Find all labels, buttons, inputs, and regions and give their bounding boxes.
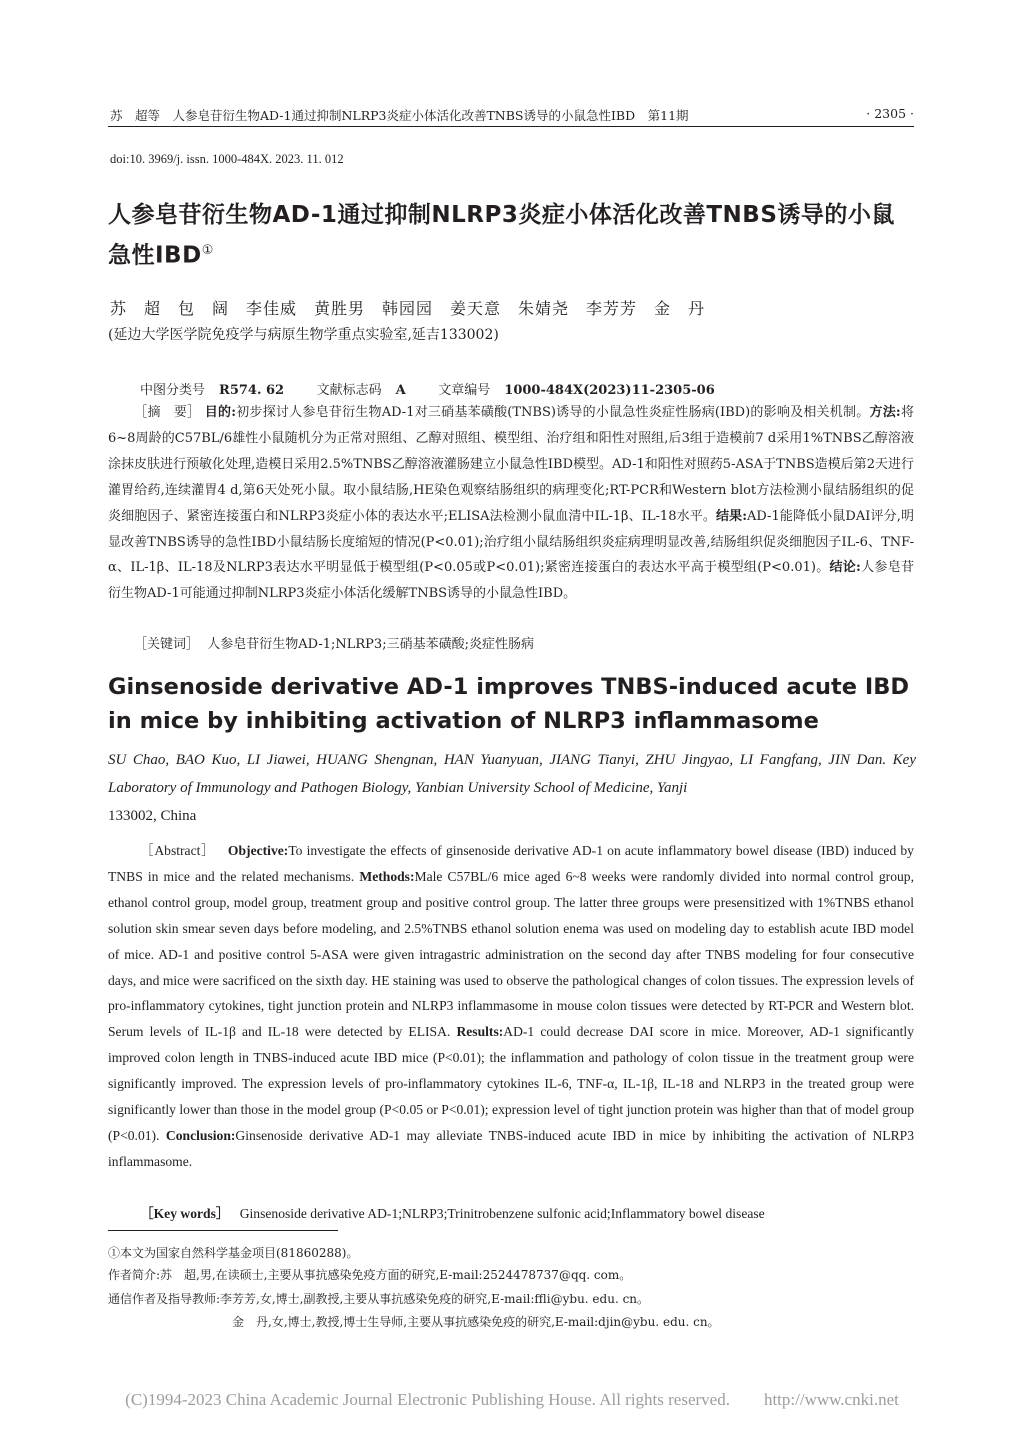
cn-keywords (108, 632, 914, 658)
cn-title-text: 人参皂苷衍生物AD-1通过抑制NLRP3炎症小体活化改善TNBS诱导的小鼠急性IBD (108, 202, 895, 269)
en-results-label: Results: (456, 1024, 504, 1040)
doc-code-value: A (395, 383, 406, 398)
en-keywords-label: ［Key words］ (140, 1206, 230, 1221)
classification-line (140, 379, 743, 398)
cn-keywords-label: ［关键词］ (134, 637, 200, 652)
cn-objective-label: 目的: (204, 405, 237, 420)
en-objective-label: Objective: (227, 843, 289, 858)
cn-conclusion: 人参皂苷衍生物AD-1可能通过抑制NLRP3炎症小体活化缓解TNBS诱导的小鼠急性IBD。 (108, 560, 914, 602)
cn-abstract-label: ［摘 要］ (134, 405, 201, 420)
en-conclusion-label: Conclusion: (165, 1127, 236, 1143)
cn-results-label: 结果: (715, 508, 747, 524)
article-no-label: 文章编号 (438, 383, 491, 398)
en-title: Ginsenoside derivative AD-1 improves TNBS-induced acute IBD in mice by inhibiting activation of NLRP3 inflammasome (108, 674, 910, 734)
en-methods: Male C57BL/6 mice aged 6~8 weeks were randomly divided into normal control group, ethanol control group, model group, treatment group and positive control group. The latter three groups were presensitized with 1%TNBS ethanol solution skin smear seven days before modeling, and 2.5%TNBS ethanol solution enema was used on modeling day to establish acute IBD model of mice. AD-1 and positive control 5-ASA were given intragastric administration on the second day after TNBS modeling for four consecutive days, and mice were sacrificed on the sixth day. HE staining was used to observe the pathological changes of colon tissues. The expression levels of pro-inflammatory cytokines, tight junction protein and NLRP3 inflammasome in mouse colon tissues were detected by RT-PCR and Western blot. Serum levels of IL-1β and IL-18 were detected by ELISA. (108, 868, 914, 1040)
en-authors (108, 746, 916, 830)
doc-code-label: 文献标志码 (316, 383, 382, 398)
article-no-value: 1000-484X(2023)11-2305-06 (504, 383, 715, 398)
cn-methods-label: 方法: (869, 405, 901, 420)
cn-methods: 将6~8周龄的C57BL/6雄性小鼠随机分为正常对照组、乙醇对照组、模型组、治疗组和阳性对照组,后3组于造模前7 d采用1%TNBS乙醇溶液涂抹皮肤进行预敏化处理,造模日采用2.5%TNBS乙醇溶液灌肠建立小鼠急性IBD模型。AD-1和阳性对照药5-ASA于TNBS造模后第2天进行灌胃给药,连续灌胃4 d,第6天处死小鼠。取小鼠结肠,HE染色观察结肠组织的病理变化;RT-PCR和Western blot方法检测小鼠结肠组织的促炎细胞因子、紧密连接蛋白和NLRP3炎症小体的表达水平;ELISA法检测小鼠血清中IL-1β、IL-18水平。 (108, 405, 914, 524)
cn-abstract (108, 400, 914, 607)
cn-objective: 初步探讨人参皂苷衍生物AD-1对三硝基苯磺酸(TNBS)诱导的小鼠急性炎症性肠病(IBD)的影响及相关机制。 (236, 405, 870, 420)
running-header-title: 苏 超等 人参皂苷衍生物AD-1通过抑制NLRP3炎症小体活化改善TNBS诱导的小鼠急性IBD 第11期 (110, 108, 689, 123)
cn-keywords-text: 人参皂苷衍生物AD-1;NLRP3;三硝基苯磺酸;炎症性肠病 (207, 637, 534, 652)
footnote-rule (108, 1230, 338, 1231)
en-abstract-label: ［Abstract］ (140, 843, 216, 858)
header-rule (108, 126, 914, 127)
en-abstract (108, 838, 914, 1175)
en-methods-label: Methods: (359, 868, 415, 884)
clc-label: 中图分类号 (140, 383, 206, 398)
doi: doi:10. 3969/j. issn. 1000-484X. 2023. 11. 012 (110, 152, 344, 166)
cn-affiliation: (延边大学医学院免疫学与病原生物学重点实验室,延吉133002) (108, 327, 499, 343)
page-number: · 2305 · (866, 106, 914, 121)
footnote-corresponding-1: 通信作者及指导教师:李芳芳,女,博士,副教授,主要从事抗感染免疫的研究,E-mail:ffli@ybu. edu. cn。 (108, 1292, 650, 1306)
en-conclusion: Ginsenoside derivative AD-1 may alleviate TNBS-induced acute IBD in mice by inhibiting the activation of NLRP3 inflammasome. (108, 1127, 914, 1169)
cn-conclusion-label: 结论: (829, 560, 861, 576)
cn-results: AD-1能降低小鼠DAI评分,明显改善TNBS诱导的急性IBD小鼠结肠长度缩短的情况(P<0.01);治疗组小鼠结肠组织炎症病理明显改善,结肠组织促炎细胞因子IL-6、TNF-α、IL-1β、IL-18及NLRP3表达水平明显低于模型组(P<0.05或P<0.01);紧密连接蛋白的表达水平高于模型组(P<0.01)。 (108, 508, 914, 576)
footnote-funding: ①本文为国家自然科学基金项目(81860288)。 (108, 1246, 359, 1260)
cn-title (108, 198, 918, 274)
cn-authors: 苏 超 包 阔 李佳威 黄胜男 韩园园 姜天意 朱婧尧 李芳芳 金 丹 (110, 299, 706, 318)
en-authors-postcode: 133002, China (108, 808, 197, 824)
copyright-watermark: (C)1994-2023 China Academic Journal Electronic Publishing House. All rights reserved. http://www.cnki.net (125, 1390, 899, 1409)
footnote-corresponding-2: 金 丹,女,博士,教授,博士生导师,主要从事抗感染免疫的研究,E-mail:djin@ybu. edu. cn。 (232, 1315, 720, 1329)
title-footnote-mark: ① (201, 243, 214, 258)
en-keywords (140, 1201, 765, 1227)
footnote-author-intro: 作者简介:苏 超,男,在读硕士,主要从事抗感染免疫方面的研究,E-mail:2524478737@qq. com。 (108, 1268, 632, 1282)
en-results: AD-1 could decrease DAI score in mice. Moreover, AD-1 significantly improved colon length in TNBS-induced acute IBD mice (P<0.01); the inflammation and pathology of colon tissue in the treatment group were significantly improved. The expression levels of pro-inflammatory cytokines IL-6, TNF-α, IL-1β, IL-18 and NLRP3 in the treated group were significantly lower than those in the model group (P<0.05 or P<0.01); expression level of tight junction protein was higher than that of model group (P<0.01). (108, 1024, 915, 1143)
clc-value: R574. 62 (219, 383, 285, 398)
en-authors-names: SU Chao, BAO Kuo, LI Jiawei, HUANG Shengnan, HAN Yuanyuan, JIANG Tianyi, ZHU Jingyao, LI Fangfang, JIN Dan. Key Laboratory of Immunology and Pathogen Biology, Yanbian University School of Medicine, Yanji (108, 752, 916, 796)
en-objective: To investigate the effects of ginsenoside derivative AD-1 on acute inflammatory bowel disease (IBD) induced by TNBS in mice and the related mechanisms. (108, 843, 914, 884)
en-keywords-text: Ginsenoside derivative AD-1;NLRP3;Trinitrobenzene sulfonic acid;Inflammatory bowel disease (239, 1206, 765, 1221)
